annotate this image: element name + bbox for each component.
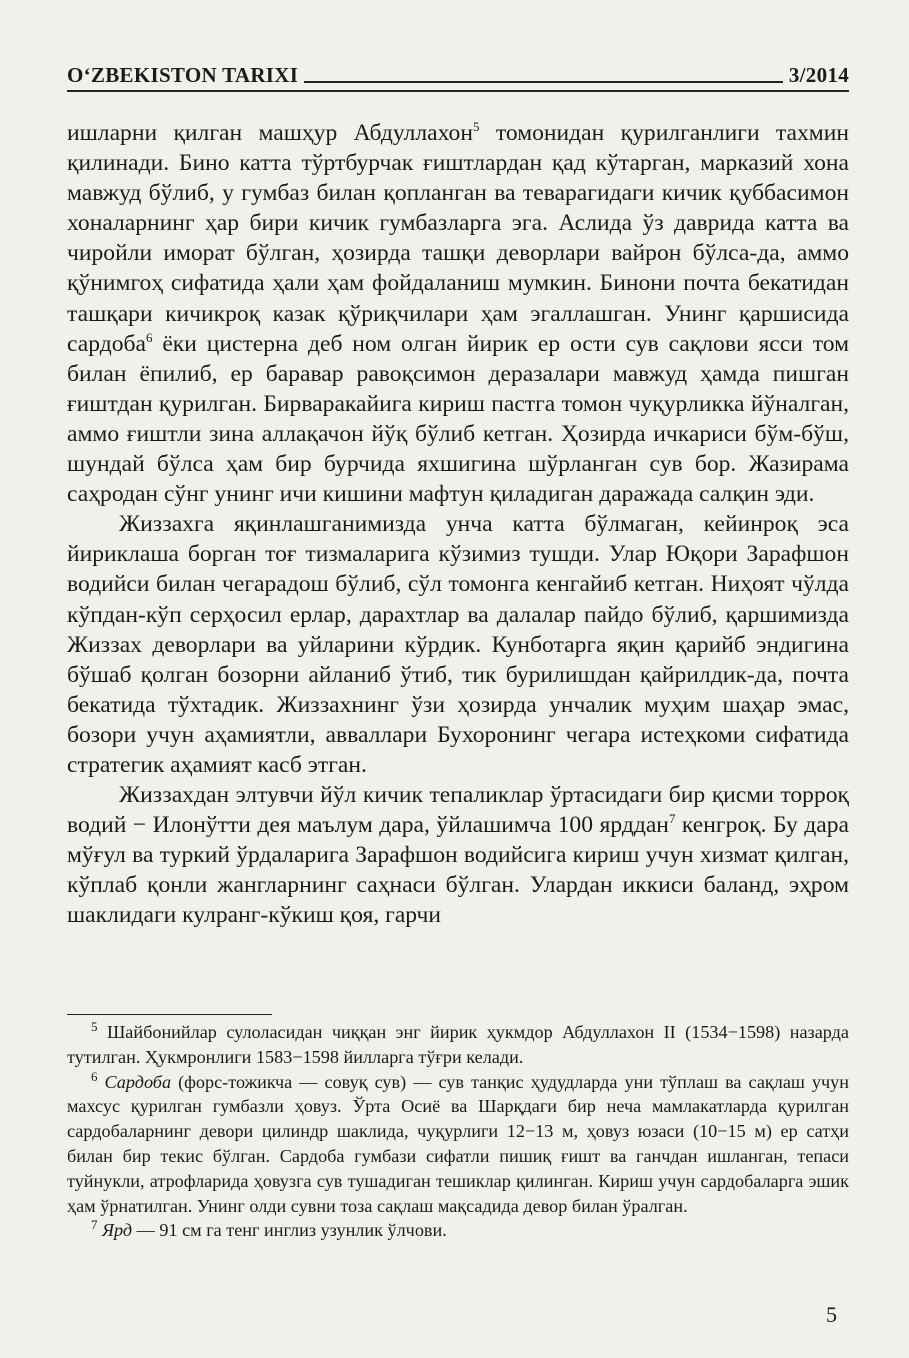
footnote — [67, 1020, 849, 1070]
running-header — [67, 56, 849, 88]
main-text — [67, 118, 849, 931]
paragraph-text: ёки цистерна деб ном олган йирик ер ости сув сақлови ясси том билан ёпилиб, ер баравар равоқсимон деразалари мавжуд ҳамда пишган ғиштдан қурилган. Бирваракайига кириш пастга томон чуқурликка йўналган, аммо ғиштли зина аллақачон йўқ бўлиб кетган. Ҳозирда ичкариси бўм-бўш, шундай бўлса ҳам бир бурчида яхшигина шўрланган сув бор. Жазирама саҳродан сўнг унинг ичи кишини мафтун қиладиган даражада салқин эди. — [67, 330, 849, 508]
footnote-text: — 91 см га тенг инглиз узунлик ўлчови. — [132, 1220, 447, 1241]
footnote-text: Шайбонийлар сулоласидан чиққан энг йирик ҳукмдор Абдуллахон II (1534−1598) назарда тутилган. Ҳукмронлиги 1583−1598 йилларга тўғри келади. — [67, 1022, 849, 1067]
footnote-number: 7 — [91, 1217, 98, 1233]
paragraph-text: ишларни қилган машҳур Абдуллахон — [67, 120, 473, 146]
footnote-marker: 5 — [472, 119, 480, 135]
footnote — [67, 1218, 849, 1243]
footnote-number: 6 — [91, 1068, 98, 1084]
paragraph-text: Жиззахга яқинлашганимизда унча катта бўлмаган, кейинроқ эса йириклаша борган тоғ тизмаларига кўзимиз тушди. Улар Юқори Зарафшон водийси билан чегарадош бўлиб, сўл томонга кенгайиб кетган. Ниҳоят чўлда кўпдан-кўп серҳосил ерлар, дарахтлар ва далалар пайдо бўлиб, қаршимизда Жиззах деворлари ва уйларини кўрдик. Кунботарга яқин қарийб эндигина бўшаб қолган бозорни айланиб ўтиб, тик бурилишдан қайрилдик-да, почта бекатида тўхтадик. Жиззахнинг ўзи ҳозирда унчалик муҳим шаҳар эмас, бозори учун аҳамиятли, авваллари Бухоронинг чегара истеҳкоми сифатида стратегик аҳамият касб этган. — [67, 511, 849, 778]
footnote-separator — [67, 1014, 272, 1015]
footnote-term: Сардоба — [104, 1071, 172, 1092]
issue-number: 3/2014 — [788, 63, 849, 87]
footnote-marker: 7 — [668, 811, 676, 827]
page-number: 5 — [826, 1302, 837, 1327]
footnote-number: 5 — [91, 1018, 98, 1034]
footnote-term: Ярд — [102, 1220, 133, 1241]
paragraph-text: Жиззахдан элтувчи йўл кичик тепаликлар ўртасидаги бир қисми торроқ водий − Илонўтти дея маълум дара, ўйлашимча 100 ярддан — [67, 782, 849, 839]
footnote-text: (форс-тожикча — совуқ сув) — сув танқис ҳудудларда уни тўплаш ва сақлаш учун махсус қурилган гумбазли ҳовуз. Ўрта Осиё ва Шарқдаги бир неча мамлакатларда қурилган сардобаларнинг девори цилиндр шаклида, чуқурлиги 12−13 м, ҳовуз юзаси (10−15 м) ер сатҳи билан бир текис бўлган. Сардоба гумбази сифатли пишиқ ғишт ва ганчдан ишланган, тепаси туйнукли, атрофларида ҳовузга сув тушадиган тешиклар қилинган. Кириш учун сардобаларга эшик ҳам ўрнатилган. Унинг олди сувни тоза сақлаш мақсадида девор билан ўралган. — [67, 1071, 850, 1216]
paragraph — [67, 118, 849, 509]
footnote-marker: 6 — [146, 329, 153, 345]
header-underline — [67, 90, 849, 92]
journal-title: O‘ZBEKISTON TARIXI — [67, 63, 299, 87]
paragraph — [67, 509, 849, 780]
header-rule — [304, 81, 783, 83]
paragraph-text: кенгроқ. Бу дара мўғул ва туркий ўрдаларига Зарафшон водийсига кириш учун хизмат қилган, кўплаб қонли жангларнинг саҳнаси бўлган. Улардан иккиси баланд, эҳром шаклидаги кулранг-кўкиш қоя, гарчи — [67, 812, 849, 929]
footnotes — [67, 1020, 849, 1243]
paragraph-text: томонидан қурилганлиги тахмин қилинади. Бино катта тўртбурчак ғиштлардан қад кўтарган, марказий хона мавжуд бўлиб, у гумбаз билан қопланган ва теварагидаги кичик қуббасимон хоналарнинг ҳар бири кичик гумбазларга эга. Аслида ўз даврида катта ва чиройли иморат бўлган, ҳозирда ташқи деворлари вайрон бўлса-да, аммо қўнимгоҳ сифатида ҳали ҳам фойдаланиш мумкин. Бинони почта бекатидан ташқари кичикроқ казак қўриқчилари ҳам эгаллашган. Унинг қаршисида сардоба — [67, 120, 849, 357]
paragraph — [67, 780, 849, 930]
footnote — [67, 1070, 849, 1219]
